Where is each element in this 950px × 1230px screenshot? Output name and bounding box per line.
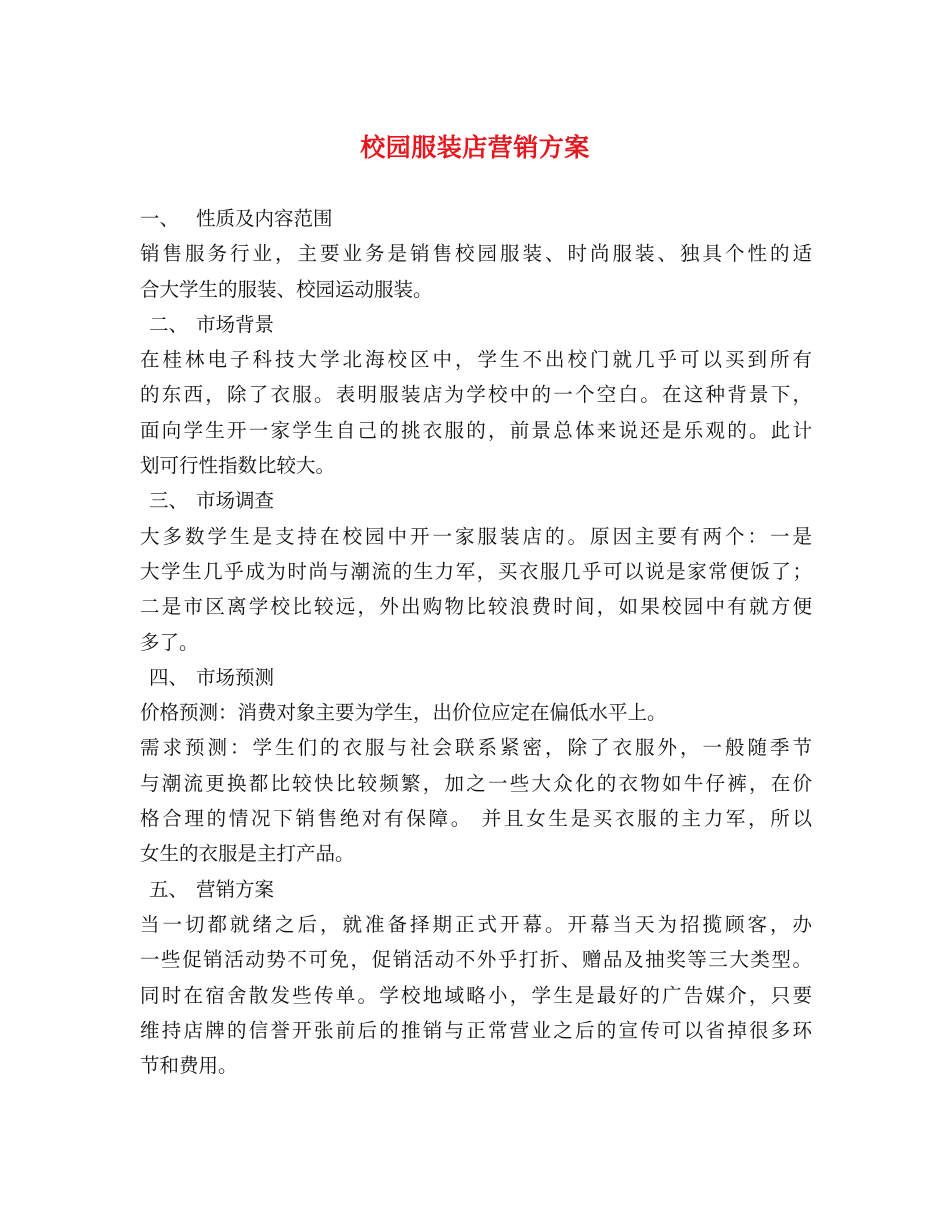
document-body bbox=[140, 201, 820, 1083]
paragraph-line: 的东西，除了衣服。表明服装店为学校中的一个空白。在这种背景下， bbox=[140, 383, 812, 407]
paragraph-line: 面向学生开一家学生自己的挑衣服的，前景总体来说还是乐观的。此计 bbox=[140, 418, 812, 442]
document-title: 校园服装店营销方案 bbox=[360, 133, 590, 162]
section-heading-text: 营销方案 bbox=[196, 877, 275, 901]
section-number: 二、 bbox=[149, 312, 189, 336]
section-heading bbox=[140, 201, 820, 236]
paragraph-line: 合大学生的服装、校园运动服装。 bbox=[140, 277, 433, 301]
paragraph-line: 价格预测：消费对象主要为学生，出价位应定在偏低水平上。 bbox=[140, 701, 667, 725]
paragraph-line: 大多数学生是支持在校园中开一家服装店的。原因主要有两个：一是 bbox=[140, 524, 812, 548]
section-number: 三、 bbox=[149, 489, 189, 513]
section-number: 四、 bbox=[149, 665, 189, 689]
section-heading-text: 性质及内容范围 bbox=[196, 207, 333, 230]
section-heading bbox=[140, 872, 820, 907]
section-heading-text: 市场调查 bbox=[196, 489, 275, 513]
paragraph-line: 格合理的情况下销售绝对有保障。 并且女生是买衣服的主力军，所以 bbox=[140, 807, 812, 831]
paragraph-line: 与潮流更换都比较快比较频繁，加之一些大众化的衣物如牛仔裤，在价 bbox=[140, 771, 812, 795]
paragraph-line: 维持店牌的信誉开张前后的推销与正常营业之后的宣传可以省掉很多环 bbox=[140, 1018, 812, 1042]
section-heading-text: 市场预测 bbox=[196, 665, 275, 689]
section-number: 一、 bbox=[140, 207, 180, 230]
section-heading-text: 市场背景 bbox=[196, 312, 275, 336]
paragraph-line: 女生的衣服是主打产品。 bbox=[140, 842, 355, 866]
paragraph-line: 在桂林电子科技大学北海校区中，学生不出校门就几乎可以买到所有 bbox=[140, 348, 812, 372]
section-heading bbox=[140, 307, 820, 342]
paragraph-line: 一些促销活动势不可免，促销活动不外乎打折、赠品及抽奖等三大类型。 bbox=[140, 948, 812, 972]
paragraph-line: 二是市区离学校比较远，外出购物比较浪费时间，如果校园中有就方便 bbox=[140, 595, 812, 619]
paragraph-line: 多了。 bbox=[140, 630, 199, 654]
paragraph-line: 销售服务行业，主要业务是销售校园服装、时尚服装、独具个性的适 bbox=[140, 242, 812, 266]
section-heading bbox=[140, 660, 820, 695]
paragraph-line: 划可行性指数比较大。 bbox=[140, 454, 336, 478]
paragraph-line: 同时在宿舍散发些传单。学校地域略小，学生是最好的广告媒介，只要 bbox=[140, 983, 812, 1007]
section-number: 五、 bbox=[149, 877, 189, 901]
paragraph-line: 需求预测：学生们的衣服与社会联系紧密，除了衣服外，一般随季节 bbox=[140, 736, 812, 760]
paragraph-line: 大学生几乎成为时尚与潮流的生力军，买衣服几乎可以说是家常便饭了； bbox=[140, 559, 812, 583]
paragraph-line: 节和费用。 bbox=[140, 1054, 238, 1078]
paragraph-line: 当一切都就绪之后，就准备择期正式开幕。开幕当天为招揽顾客，办 bbox=[140, 912, 812, 936]
section-heading bbox=[140, 483, 820, 518]
